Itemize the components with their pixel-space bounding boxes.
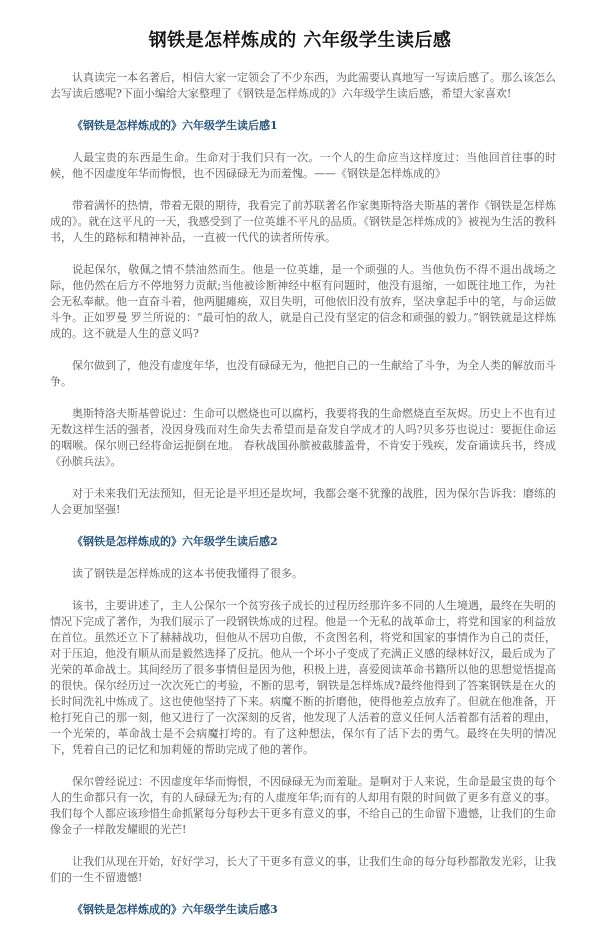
paragraph: 保尔做到了，他没有虚度年华，也没有碌碌无为，他把自己的一生献给了斗争，为全人类的解放而斗争。	[50, 359, 556, 388]
paragraph: 读了钢铁是怎样炼成的这本书使我懂得了很多。	[72, 567, 303, 580]
paragraph: 保尔曾经说过：不因虚度年华而悔恨，不因碌碌无为而羞耻。是啊对于人来说，生命是最宝贵的每个人的生命都只有一次，有的人碌碌无为;有的人虚度年华;而有的人却用有限的时间做了更多有意义的事。我们每个人都应该珍惜生命抓紧每分每秒去干更多有意义的事，不给自己的生命留下遗憾，让我们的生命像金子一样散发耀眼的光芒!	[50, 775, 556, 836]
paragraph: 带着满怀的热情，带着无限的期待，我看完了前苏联著名作家奥斯特洛夫斯基的著作《钢铁是怎样炼成的》。就在这平凡的一天，我感受到了一位英雄不平凡的品质。《钢铁是怎样炼成的》被视为生活的教科书，人生的路标和精神补品，一直被一代代的读者所传承。	[50, 199, 556, 244]
section-heading: 《钢铁是怎样炼成的》六年级学生读后感3	[72, 903, 278, 916]
paragraph: 人最宝贵的东西是生命。生命对于我们只有一次。一个人的生命应当这样度过：当他回首往事的时候，他不因虚度年华而悔恨，也不因碌碌无为而羞愧。——《钢铁是怎样炼成的》	[50, 151, 556, 180]
document-title: 钢铁是怎样炼成的 六年级学生读后感	[148, 30, 452, 51]
section-heading: 《钢铁是怎样炼成的》六年级学生读后感2	[72, 535, 278, 548]
paragraph: 对于未来我们无法预知，但无论是平坦还是坎坷，我都会毫不犹豫的战胜，因为保尔告诉我：磨练的人会更加坚强!	[50, 487, 556, 516]
paragraph: 奥斯特洛夫斯基曾说过：生命可以燃烧也可以腐朽，我要将我的生命燃烧直至灰烬。历史上不也有过无数这样生活的强者，没因身残而对生命失去希望而是奋发自学成才的人吗?贝多芬也说过：要扼住命运的咽喉。保尔则已经将命运扼倒在地。 春秋战国孙膑被截膝盖骨，不肯安于残疾，发奋诵读兵书，终成《孙膑兵法》。	[50, 407, 556, 468]
paragraph: 说起保尔，敬佩之情不禁油然而生。他是一位英雄，是一个顽强的人。当他负伤不得不退出战场之际，他仍然在后方不停地努力贡献;当他被诊断神经中枢有问题时，他没有退缩，一如既往地工作，为社会无私奉献。他一直奋斗着，他两腿瘫痪，双目失明，可他依旧没有放弃，坚决拿起手中的笔，与命运做斗争。正如罗曼 罗兰所说的：“最可怕的敌人，就是自己没有坚定的信念和顽强的毅力。”钢铁就是这样炼成的。这不就是人生的意义吗?	[50, 263, 556, 340]
paragraph: 让我们从现在开始，好好学习，长大了干更多有意义的事，让我们生命的每分每秒都散发光彩，让我们的一生不留遗憾!	[50, 855, 556, 884]
document-body	[50, 70, 556, 934]
section-heading: 《钢铁是怎样炼成的》六年级学生读后感1	[72, 119, 278, 132]
paragraph: 该书，主要讲述了，主人公保尔一个贫穷孩子成长的过程历经那许多不同的人生境遇，最终在失明的情况下完成了著作，为我们展示了一段钢铁炼成的过程。他是一个无私的战革命士，将党和国家的利益放在首位。虽然还立下了赫赫战功，但他从不居功自傲，不贪图名利，将党和国家的事情作为自己的责任，对于压迫，他没有顺从而是毅然选择了反抗。他从一个坏小子变成了充满正义感的绿林好汉，最后成为了光荣的革命战士。其间经历了很多事情但是因为他，积极上进，喜爱阅读革命书籍所以他的思想觉悟提高的很快。保尔经历过一次次死亡的考验，不断的思考，钢铁是怎样炼成?最终他得到了答案钢铁是在火的长时间洗礼中炼成了。这也使他坚持了下来。病魔不断的折磨他，使得他差点放弃了。但就在他准备，开枪打死自己的那一刻，他又进行了一次深刻的反省，他发现了人活着的意义任何人活着都有活着的理由，一个光荣的，革命战士是不会病魔打垮的。有了这种想法，保尔有了活下去的勇气。最终在失明的情况下，凭着自己的记忆和加莉娅的帮助完成了他的著作。	[50, 599, 556, 756]
paragraph: 认真读完一本名著后，相信大家一定领会了不少东西，为此需要认真地写一写读后感了。那么该怎么去写读后感呢?下面小编给大家整理了《钢铁是怎样炼成的》六年级学生读后感，希望大家喜欢!	[50, 71, 556, 100]
